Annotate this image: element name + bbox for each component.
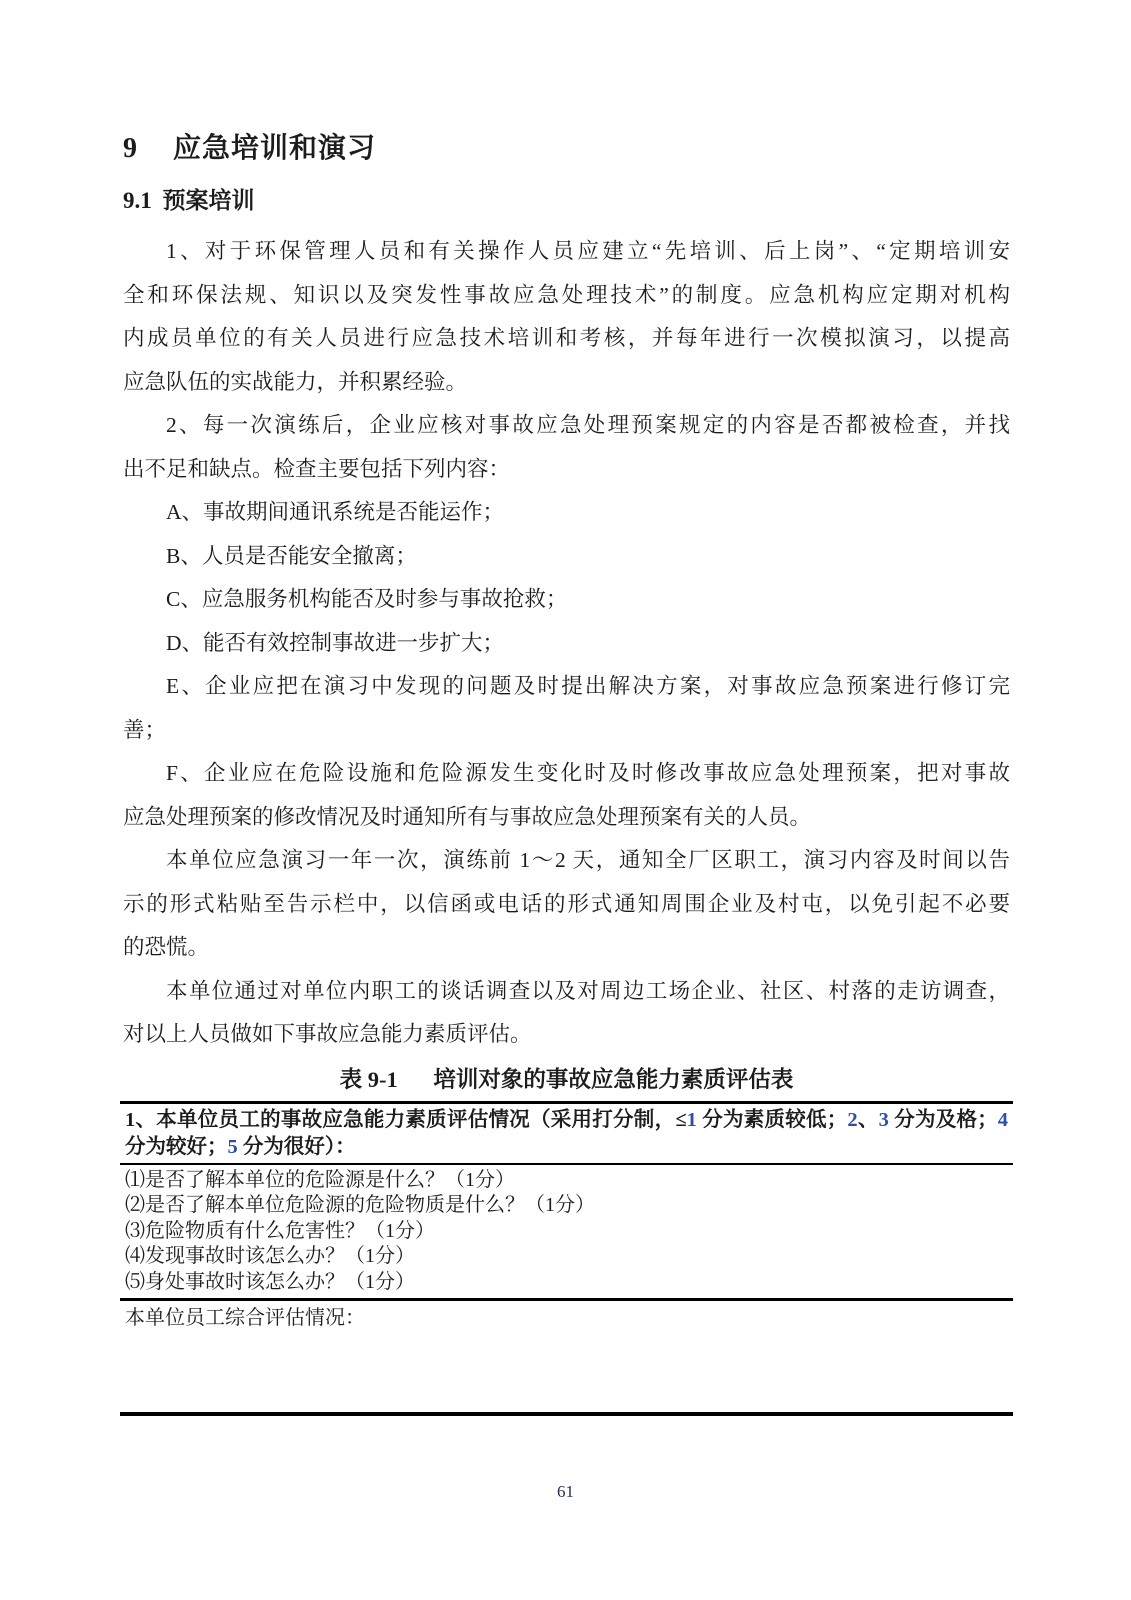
table-caption-title: 培训对象的事故应急能力素质评估表 [433,1066,794,1092]
table-caption [123,1062,1010,1098]
text-line: B、人员是否能安全撤离； [166,543,417,568]
table-header-row [120,1104,1013,1165]
score-number: 3 [878,1108,889,1131]
text-line: 2、每一次演练后，企业应核对事故应急处理预案规定的内容是否都被检查，并找 [166,413,1010,437]
body-text [123,230,1010,1057]
text-line: 对以上人员做如下事故应急能力素质评估。 [123,1022,532,1046]
score-number: 4 [997,1108,1009,1131]
assessment-table [120,1101,1013,1417]
text-line: 示的形式粘贴至告示栏中，以信函或电话的形式通知周围企业及村屯，以免引起不必要 [123,891,1010,916]
text-line: 出不足和缺点。检查主要包括下列内容： [123,456,511,481]
subsection-heading [123,185,1010,217]
text-line: D、能否有效控制事故进一步扩大； [166,630,505,655]
text-line: 内成员单位的有关人员进行应急技术培训和考核，并每年进行一次模拟演习，以提高 [123,326,1010,350]
header-text-segment: 分为较好； [125,1135,228,1158]
table-footer-label: 本单位员工综合评估情况： [125,1307,365,1329]
text-line: 全和环保法规、知识以及突发性事故应急处理技术”的制度。应急机构应定期对机构 [123,282,1010,307]
question-line: ⑶危险物质有什么危害性？（1分） [125,1219,435,1242]
question-line: ⑴是否了解本单位的危险源是什么？（1分） [125,1168,515,1191]
question-line: ⑸身处事故时该怎么办？（1分） [125,1270,415,1293]
table-header-line [125,1107,1008,1134]
para-3 [123,839,1010,970]
page-number: 61 [557,1482,574,1501]
text-line: 1、对于环保管理人员和有关操作人员应建立“先培训、后上岗”、“定期培训安 [166,239,1010,263]
header-text-segment: 分为及格； [888,1108,998,1131]
text-line: E、企业应把在演习中发现的问题及时提出解决方案，对事故应急预案进行修订完 [166,674,1010,698]
text-line: 应急处理预案的修改情况及时通知所有与事故应急处理预案有关的人员。 [123,804,812,829]
item-A [123,491,1010,535]
header-text-segment: 分为素质较低； [696,1108,848,1131]
table-questions-row [120,1165,1013,1302]
text-line: C、应急服务机构能否及时参与事故抢救； [166,587,568,611]
text-line: 本单位应急演习一年一次，演练前 1～2 天，通知全厂区职工，演习内容及时间以告 [166,848,1010,872]
section-heading [123,130,1010,168]
text-line: F、企业应在危险设施和危险源发生变化时及时修改事故应急处理预案，把对事故 [166,761,1010,785]
table-header-line [125,1134,1008,1161]
question-line: ⑵是否了解本单位危险源的危险物质是什么？（1分） [125,1194,595,1216]
table-caption-label: 表 9-1 [339,1066,398,1092]
para-1 [123,230,1010,404]
item-D [123,622,1010,666]
item-C [123,578,1010,622]
item-B [123,535,1010,579]
subsection-title: 预案培训 [162,188,255,213]
text-line: A、事故期间通讯系统是否能运作； [166,500,505,524]
question-line: ⑷发现事故时该怎么办？（1分） [125,1245,415,1267]
para-2 [123,404,1010,491]
section-title: 应急培训和演习 [173,133,377,164]
text-line: 善； [123,717,167,742]
subsection-number: 9.1 [123,188,152,213]
header-text-segment: 分为很好）： [237,1135,356,1158]
text-line: 应急队伍的实战能力，并积累经验。 [123,369,468,394]
score-number: 1 [686,1108,697,1131]
score-number: 2 [847,1108,858,1131]
section-number: 9 [123,133,138,164]
header-text-segment: 、 [857,1108,879,1131]
item-E [123,665,1010,752]
header-text-segment: 1、本单位员工的事故应急能力素质评估情况（采用打分制，≤ [125,1108,687,1131]
score-number: 5 [227,1135,238,1158]
para-4 [123,970,1010,1057]
page-content [123,0,1010,1416]
text-line: 本单位通过对单位内职工的谈话调查以及对周边工场企业、社区、村落的走访调查， [166,978,1010,1003]
table-footer-row [120,1301,1013,1412]
item-F [123,752,1010,839]
text-line: 的恐慌。 [123,935,210,959]
